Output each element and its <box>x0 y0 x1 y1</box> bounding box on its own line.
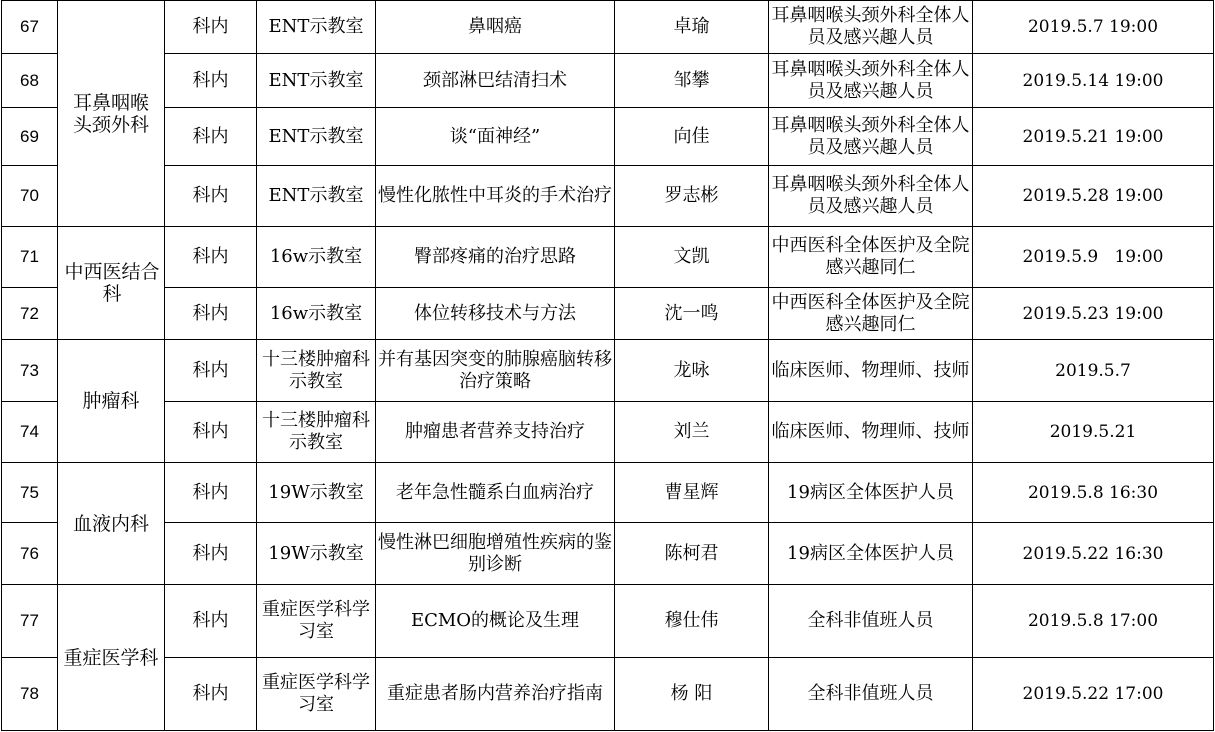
department-cell <box>58 227 165 340</box>
audience: 中西医科全体医护及全院感兴趣同仁 <box>769 227 973 288</box>
topic: 重症患者肠内营养治疗指南 <box>376 658 615 731</box>
speaker: 邹攀 <box>615 54 769 108</box>
datetime: 2019.5.23 19:00 <box>973 288 1214 340</box>
row-number: 73 <box>2 340 58 402</box>
lecture-schedule-table <box>1 0 1214 731</box>
datetime: 2019.5.22 16:30 <box>973 523 1214 585</box>
room: 19W示教室 <box>257 523 376 585</box>
row-number: 78 <box>2 658 58 731</box>
speaker: 刘兰 <box>615 402 769 463</box>
session-type: 科内 <box>165 1 257 54</box>
row-number: 67 <box>2 1 58 54</box>
table-row <box>2 288 1214 340</box>
session-type: 科内 <box>165 463 257 523</box>
speaker: 卓瑜 <box>615 1 769 54</box>
session-type: 科内 <box>165 340 257 402</box>
audience: 耳鼻咽喉头颈外科全体人员及感兴趣人员 <box>769 1 973 54</box>
audience: 临床医师、物理师、技师 <box>769 340 973 402</box>
table-row <box>2 1 1214 54</box>
department-cell <box>58 340 165 463</box>
department-cell <box>58 463 165 585</box>
session-type: 科内 <box>165 108 257 166</box>
department-name: 耳鼻咽喉头颈外科 <box>72 91 149 136</box>
datetime: 2019.5.8 17:00 <box>973 585 1214 658</box>
row-number: 71 <box>2 227 58 288</box>
topic: 慢性化脓性中耳炎的手术治疗 <box>376 166 615 227</box>
audience: 耳鼻咽喉头颈外科全体人员及感兴趣人员 <box>769 108 973 166</box>
table-row <box>2 54 1214 108</box>
room: 16w示教室 <box>257 227 376 288</box>
audience: 全科非值班人员 <box>769 585 973 658</box>
audience: 耳鼻咽喉头颈外科全体人员及感兴趣人员 <box>769 166 973 227</box>
row-number: 68 <box>2 54 58 108</box>
table-row <box>2 108 1214 166</box>
datetime: 2019.5.21 <box>973 402 1214 463</box>
audience: 19病区全体医护人员 <box>769 523 973 585</box>
topic: 颈部淋巴结清扫术 <box>376 54 615 108</box>
topic: ECMO的概论及生理 <box>376 585 615 658</box>
session-type: 科内 <box>165 227 257 288</box>
row-number: 72 <box>2 288 58 340</box>
speaker: 曹星辉 <box>615 463 769 523</box>
table-row <box>2 658 1214 731</box>
row-number: 75 <box>2 463 58 523</box>
room: 十三楼肿瘤科示教室 <box>257 402 376 463</box>
table-row <box>2 340 1214 402</box>
topic: 臀部疼痛的治疗思路 <box>376 227 615 288</box>
room: 重症医学科学习室 <box>257 585 376 658</box>
speaker: 文凯 <box>615 227 769 288</box>
audience: 临床医师、物理师、技师 <box>769 402 973 463</box>
session-type: 科内 <box>165 54 257 108</box>
department-name: 血液内科 <box>72 512 149 535</box>
row-number: 74 <box>2 402 58 463</box>
audience: 19病区全体医护人员 <box>769 463 973 523</box>
speaker: 杨 阳 <box>615 658 769 731</box>
table-row <box>2 463 1214 523</box>
session-type: 科内 <box>165 402 257 463</box>
department-name: 重症医学科 <box>63 646 159 669</box>
topic: 谈“面神经” <box>376 108 615 166</box>
row-number: 69 <box>2 108 58 166</box>
row-number: 76 <box>2 523 58 585</box>
room: 16w示教室 <box>257 288 376 340</box>
session-type: 科内 <box>165 288 257 340</box>
audience: 耳鼻咽喉头颈外科全体人员及感兴趣人员 <box>769 54 973 108</box>
room: ENT示教室 <box>257 1 376 54</box>
room: 十三楼肿瘤科示教室 <box>257 340 376 402</box>
table-row <box>2 227 1214 288</box>
speaker: 罗志彬 <box>615 166 769 227</box>
topic: 慢性淋巴细胞增殖性疾病的鉴别诊断 <box>376 523 615 585</box>
department-name: 肿瘤科 <box>82 390 140 412</box>
row-number: 77 <box>2 585 58 658</box>
audience: 全科非值班人员 <box>769 658 973 731</box>
session-type: 科内 <box>165 523 257 585</box>
speaker: 穆仕伟 <box>615 585 769 658</box>
topic: 肿瘤患者营养支持治疗 <box>376 402 615 463</box>
datetime: 2019.5.9 19:00 <box>973 227 1214 288</box>
datetime: 2019.5.21 19:00 <box>973 108 1214 166</box>
datetime: 2019.5.14 19:00 <box>973 54 1214 108</box>
table-row <box>2 166 1214 227</box>
datetime: 2019.5.7 19:00 <box>973 1 1214 54</box>
datetime: 2019.5.8 16:30 <box>973 463 1214 523</box>
session-type: 科内 <box>165 166 257 227</box>
session-type: 科内 <box>165 585 257 658</box>
speaker: 龙咏 <box>615 340 769 402</box>
session-type: 科内 <box>165 658 257 731</box>
department-cell <box>58 1 165 227</box>
room: ENT示教室 <box>257 108 376 166</box>
table-row <box>2 402 1214 463</box>
room: 19W示教室 <box>257 463 376 523</box>
table-row <box>2 523 1214 585</box>
topic: 并有基因突变的肺腺癌脑转移治疗策略 <box>376 340 615 402</box>
datetime: 2019.5.28 19:00 <box>973 166 1214 227</box>
room: 重症医学科学习室 <box>257 658 376 731</box>
datetime: 2019.5.22 17:00 <box>973 658 1214 731</box>
room: ENT示教室 <box>257 166 376 227</box>
row-number: 70 <box>2 166 58 227</box>
topic: 体位转移技术与方法 <box>376 288 615 340</box>
datetime: 2019.5.7 <box>973 340 1214 402</box>
department-cell <box>58 585 165 731</box>
table-row <box>2 585 1214 658</box>
department-name: 中西医结合科 <box>64 261 160 305</box>
speaker: 陈柯君 <box>615 523 769 585</box>
speaker: 向佳 <box>615 108 769 166</box>
topic: 鼻咽癌 <box>376 1 615 54</box>
room: ENT示教室 <box>257 54 376 108</box>
audience: 中西医科全体医护及全院感兴趣同仁 <box>769 288 973 340</box>
speaker: 沈一鸣 <box>615 288 769 340</box>
topic: 老年急性髓系白血病治疗 <box>376 463 615 523</box>
